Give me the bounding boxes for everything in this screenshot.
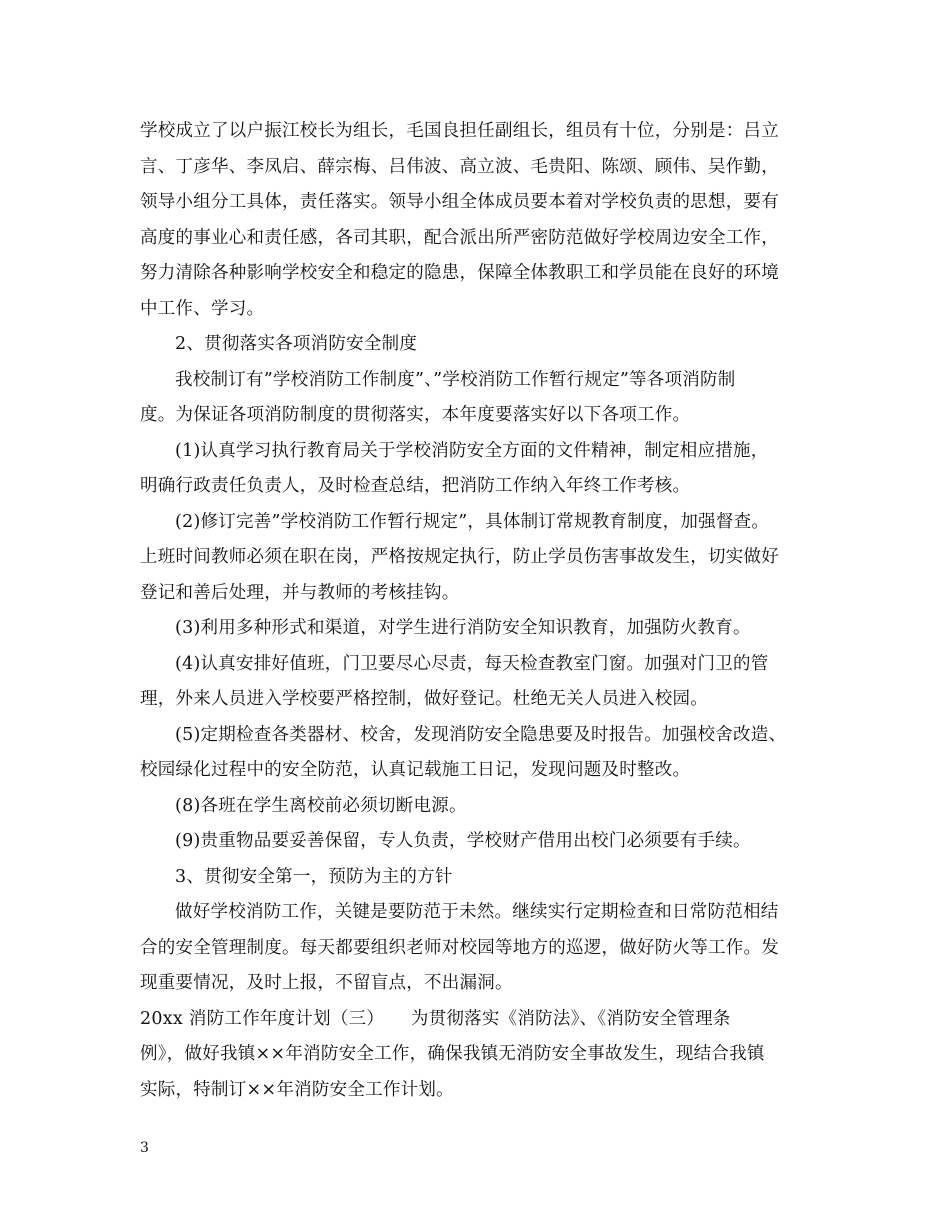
- text-line: 领导小组分工具体，责任落实。领导小组全体成员要本着对学校负责的思想，要有: [140, 192, 779, 212]
- page-number: 3: [140, 1140, 149, 1156]
- text-line: 20xx 消防工作年度计划（三） 为贯彻落实《消防法》、《消防安全管理条: [140, 1008, 731, 1029]
- text-line: 例》，做好我镇××年消防安全工作，确保我镇无消防安全事故发生，现结合我镇: [140, 1044, 765, 1064]
- text-line: 实际，特制订××年消防安全工作计划。: [140, 1079, 454, 1100]
- text-line: 高度的事业心和责任感，各司其职，配合派出所严密防范做好学校周边安全工作，: [140, 227, 779, 248]
- list-item: (2)修订完善”学校消防工作暂行规定”，具体制订常规教育制度，加强督查。: [175, 511, 770, 532]
- text-line: 上班时间教师必须在职在岗，严格按规定执行，防止学员伤害事故发生，切实做好: [140, 547, 779, 567]
- list-item: (4)认真安排好值班，门卫要尽心尽责，每天检查教室门窗。加强对门卫的管: [175, 653, 769, 674]
- text-line: 言、丁彦华、李凤启、薛宗梅、吕伟波、高立波、毛贵阳、陈颂、顾伟、吴作勤，: [140, 156, 779, 177]
- text-line: 学校成立了以户振江校长为组长，毛国良担任副组长，组员有十位，分别是：吕立: [140, 121, 779, 141]
- text-line: 校园绿化过程中的安全防范，认真记载施工日记，发现问题及时整改。: [140, 760, 691, 780]
- text-line: 度。为保证各项消防制度的贯彻落实，本年度要落实好以下各项工作。: [140, 405, 691, 425]
- section-heading: 3、贯彻安全第一，预防为主的方针: [175, 866, 453, 887]
- list-item: (5)定期检查各类器材、校舍，发现消防安全隐患要及时报告。加强校舍改造、: [175, 724, 787, 745]
- text-line: 合的安全管理制度。每天都要组织老师对校园等地方的巡逻，做好防火等工作。发: [140, 937, 779, 958]
- text-line: 明确行政责任负责人，及时检查总结，把消防工作纳入年终工作考核。: [140, 476, 691, 496]
- text-line: 中工作、学习。: [140, 298, 265, 319]
- document-body: [140, 114, 830, 1108]
- list-item: (9)贵重物品要妥善保留，专人负责，学校财产借用出校门必须要有手续。: [175, 831, 751, 851]
- text-line: 我校制订有”学校消防工作制度”、”学校消防工作暂行规定”等各项消防制: [175, 369, 736, 390]
- list-item: (3)利用多种形式和渠道，对学生进行消防安全知识教育，加强防火教育。: [175, 618, 751, 638]
- text-line: 现重要情况，及时上报，不留盲点，不出漏洞。: [140, 973, 513, 993]
- text-line: 登记和善后处理，并与教师的考核挂钩。: [140, 582, 460, 603]
- text-line: 做好学校消防工作，关键是要防范于未然。继续实行定期检查和日常防范相结: [175, 902, 779, 922]
- text-line: 努力清除各种影响学校安全和稳定的隐患，保障全体教职工和学员能在良好的环境: [140, 263, 779, 283]
- list-item: (8)各班在学生离校前必须切断电源。: [175, 795, 467, 816]
- list-item: (1)认真学习执行教育局关于学校消防安全方面的文件精神，制定相应措施，: [175, 440, 769, 461]
- text-line: 理，外来人员进入学校要严格控制，做好登记。杜绝无关人员进入校园。: [140, 689, 708, 709]
- section-heading: 2、贯彻落实各项消防安全制度: [175, 334, 418, 354]
